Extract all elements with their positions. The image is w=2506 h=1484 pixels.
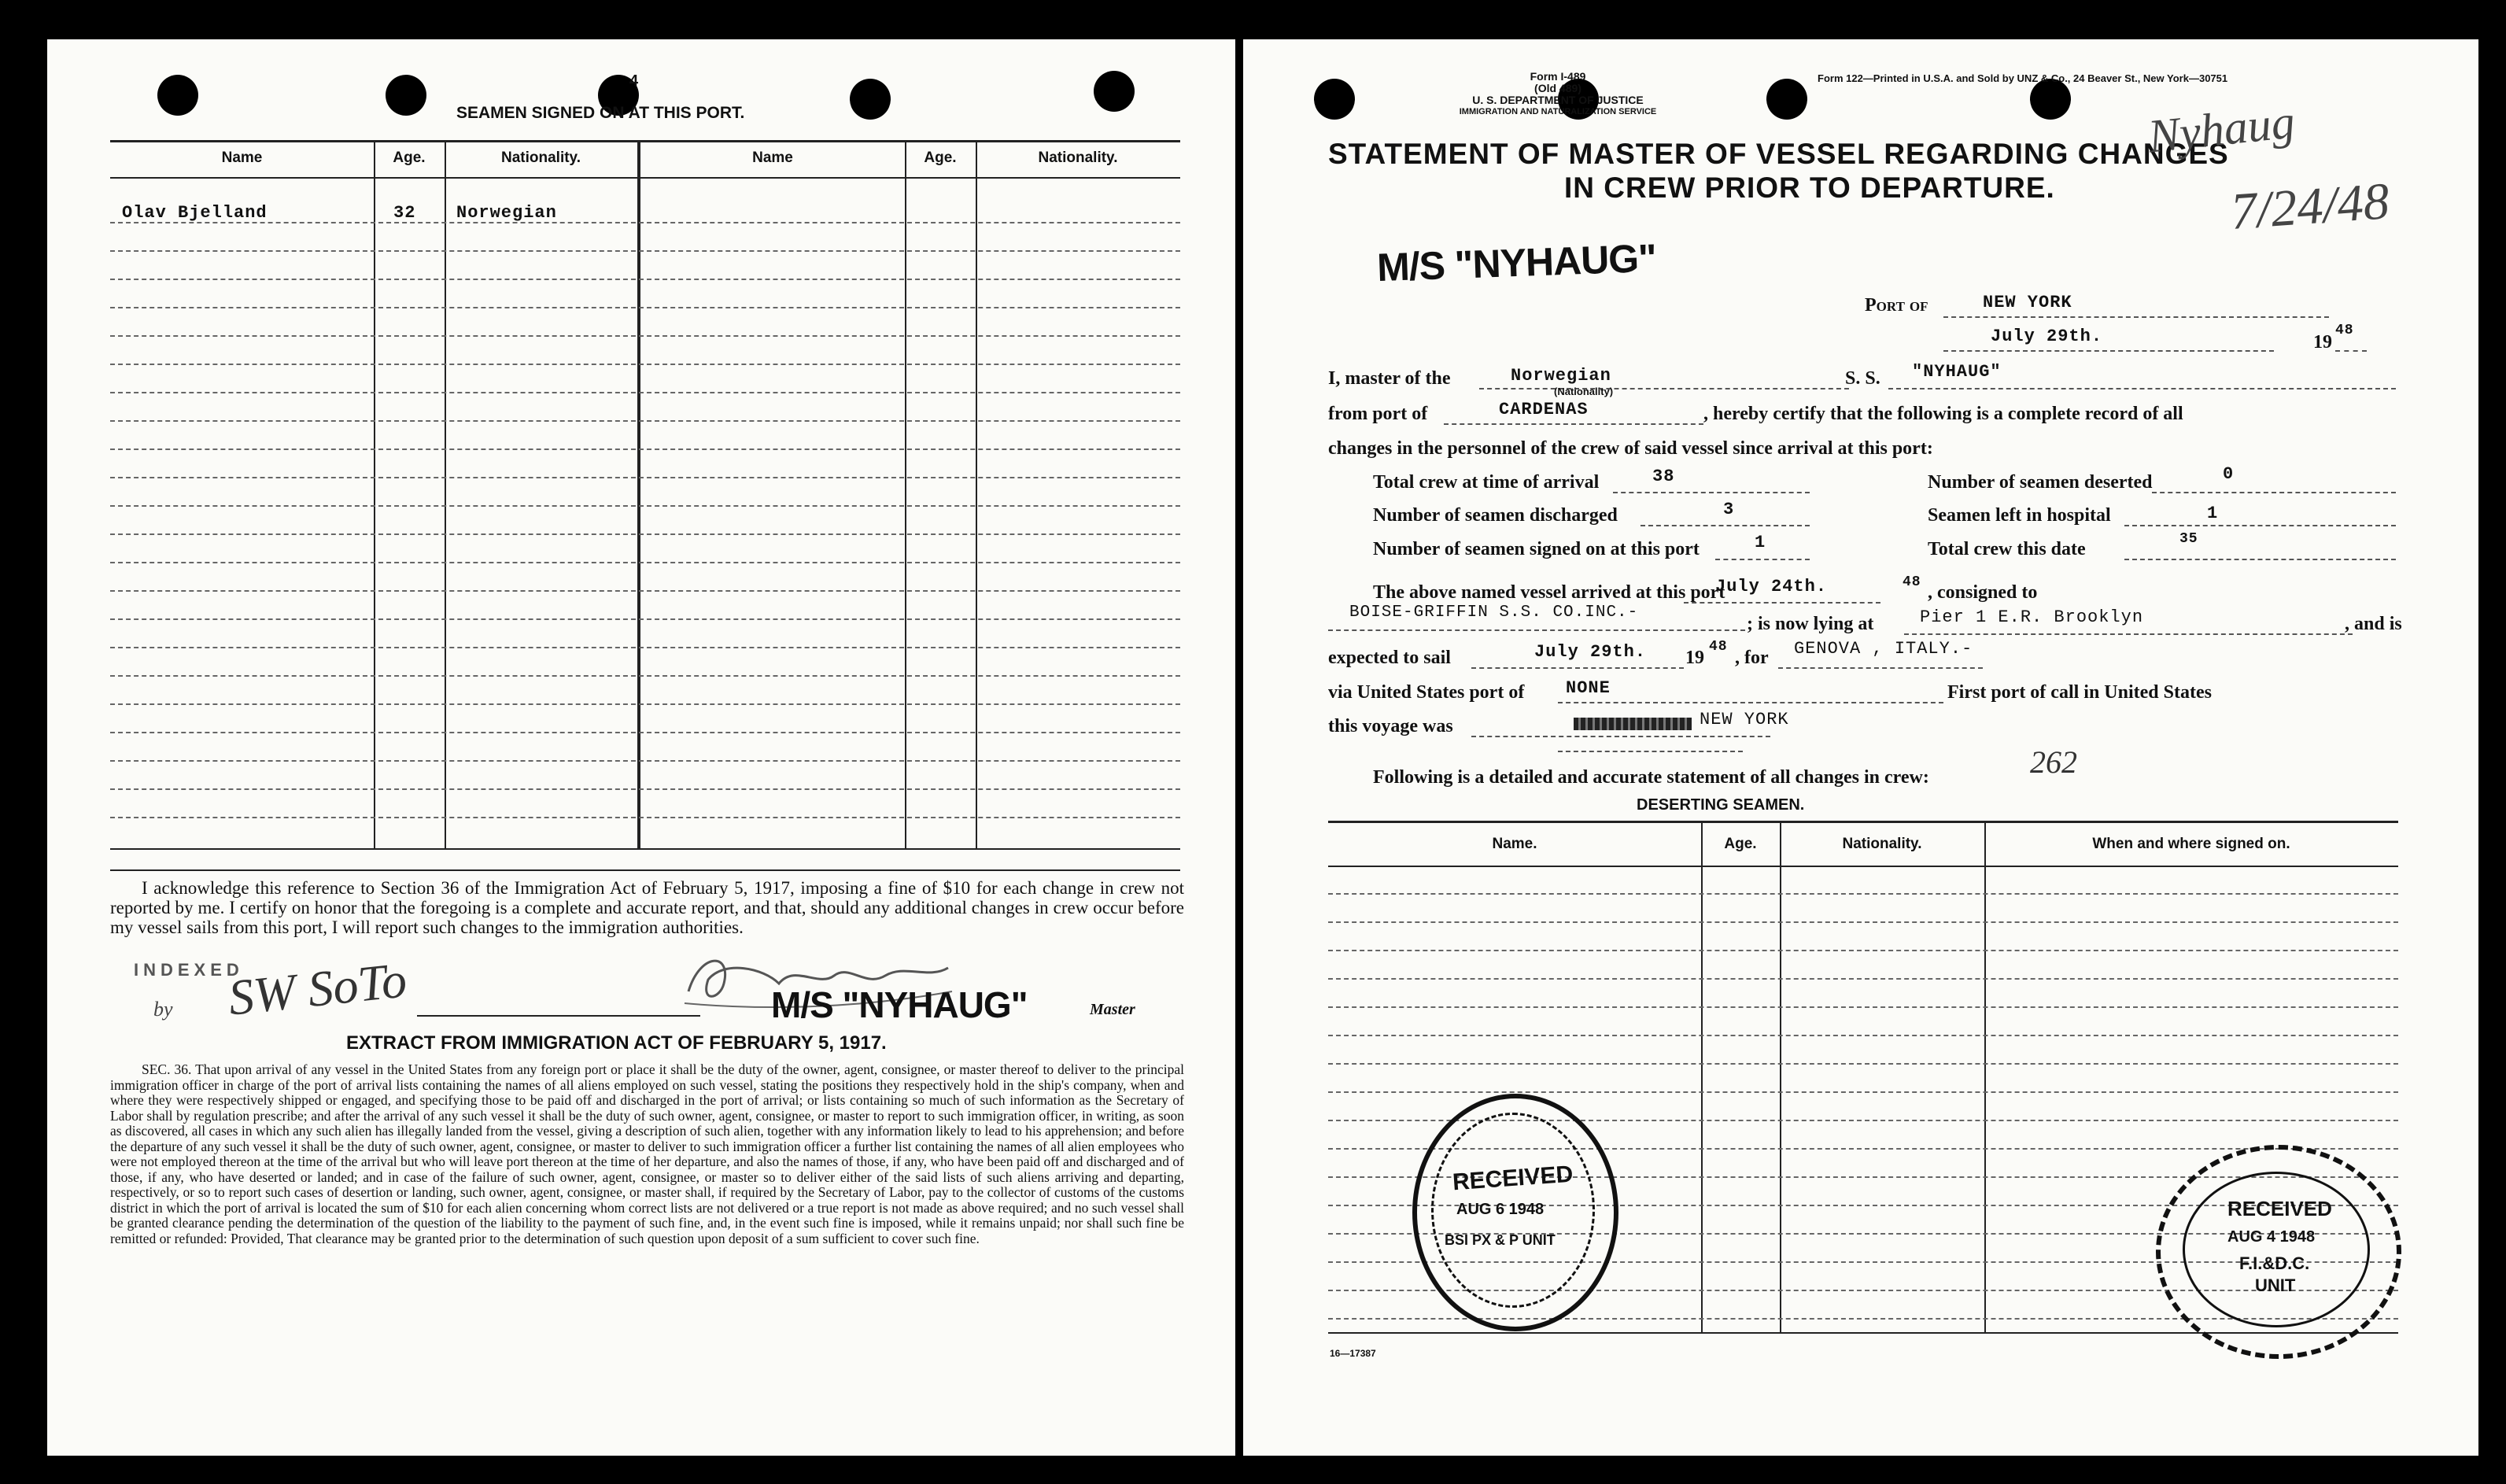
- discharged-value: 3: [1723, 500, 1735, 519]
- table-row-rule: [110, 307, 1180, 308]
- for-value: GENOVA , ITALY.-: [1794, 639, 1973, 659]
- department: U. S. DEPARTMENT OF JUSTICE: [1472, 94, 1644, 106]
- deserting-col-age: Age.: [1724, 836, 1757, 852]
- handwritten-vessel-name: Nyhaug: [2146, 95, 2297, 163]
- expected-value: July 29th.: [1534, 642, 1647, 662]
- table-row-rule: [110, 364, 1180, 365]
- table-row-rule: [110, 449, 1180, 450]
- signed-on-value: 1: [1755, 533, 1766, 552]
- page-number: 4: [629, 72, 639, 90]
- handwritten-number: 262: [2030, 744, 2077, 780]
- col-header-nationality-2: Nationality.: [1038, 150, 1118, 166]
- punch-hole: [1314, 79, 1355, 120]
- table-row-name: Olav Bjelland: [122, 203, 268, 223]
- table-row-rule: [110, 618, 1180, 620]
- table-row-rule: [1328, 921, 2398, 923]
- table-row-rule: [110, 222, 1180, 223]
- table-row-rule: [110, 335, 1180, 337]
- service: IMMIGRATION AND NATURALIZATION SERVICE: [1459, 107, 1657, 116]
- acknowledgement-text: I acknowledge this reference to Section 36 of the Immigration Act of February 5, 1917, imposing a fine of $10 for each change in crew not reported by me. I certify on honor that the foregoing is a complete and accurate report, and that, should any additional changes in crew occur before my vessel sails from this port, I will report such changes to the immigration authorities.: [110, 878, 1184, 937]
- table-row-rule: [110, 477, 1180, 478]
- nationality-value: Norwegian: [1511, 366, 1611, 386]
- form-title-2: IN CREW PRIOR TO DEPARTURE.: [1564, 172, 2055, 204]
- via-value: NONE: [1566, 678, 1611, 698]
- form-title-1: STATEMENT OF MASTER OF VESSEL REGARDING CHANGES: [1328, 138, 2229, 170]
- following-text: Following is a detailed and accurate statement of all changes in crew:: [1373, 767, 1929, 788]
- total-crew-arrival-label: Total crew at time of arrival: [1373, 472, 1600, 493]
- arrived-label: The above named vessel arrived at this port: [1373, 582, 1725, 603]
- punch-hole: [157, 75, 198, 116]
- table-row-rule: [1328, 950, 2398, 951]
- date-year-prefix: 19: [2313, 332, 2332, 353]
- first-port-label: First port of call in United States: [1947, 682, 2212, 703]
- received-stamp-1: RECEIVED AUG 6 1948 BSI PX & P UNIT: [1412, 1094, 1618, 1331]
- date-value: July 29th.: [1991, 327, 2103, 346]
- punch-hole: [386, 75, 426, 116]
- for-label: , for: [1735, 648, 1769, 668]
- handwritten-date: 7/24/48: [2228, 172, 2391, 241]
- table-row-rule: [1328, 893, 2398, 895]
- table-row-age: 32: [393, 203, 416, 223]
- total-crew-date-value: 35: [2179, 531, 2198, 547]
- lying-label: ; is now lying at: [1747, 614, 1874, 634]
- hospital-value: 1: [2207, 504, 2219, 523]
- from-port-value: CARDENAS: [1499, 400, 1589, 419]
- table-row-rule: [110, 817, 1180, 818]
- col-header-name-2: Name: [752, 150, 793, 166]
- vessel-stamp-right: M/S "NYHAUG": [1376, 235, 1657, 290]
- table-row-rule: [110, 279, 1180, 280]
- handwritten-initials: SW SoTo: [225, 951, 410, 1026]
- table-row-rule: [110, 533, 1180, 535]
- from-port-label: from port of: [1328, 404, 1428, 424]
- punch-hole: [1094, 71, 1135, 112]
- table-row-rule: [110, 590, 1180, 592]
- changes-text: changes in the personnel of the crew of said vessel since arrival at this port:: [1328, 438, 1933, 459]
- table-row-rule: [110, 420, 1180, 422]
- deserting-col-name: Name.: [1492, 836, 1537, 852]
- deserted-value: 0: [2223, 464, 2235, 484]
- master-label: Master: [1090, 1001, 1135, 1018]
- lying-value: Pier 1 E.R. Brooklyn: [1920, 607, 2144, 627]
- deserting-col-when-where: When and where signed on.: [2092, 836, 2290, 852]
- table-row-rule: [110, 392, 1180, 393]
- col-header-nationality: Nationality.: [501, 150, 581, 166]
- expected-label: expected to sail: [1328, 648, 1451, 668]
- deserted-label: Number of seamen deserted: [1928, 472, 2153, 493]
- table-row-rule: [110, 760, 1180, 762]
- signed-on-label: Number of seamen signed on at this port: [1373, 539, 1700, 559]
- table-row-rule: [110, 250, 1180, 252]
- table-row-rule: [1328, 1006, 2398, 1008]
- nationality-caption: (Nationality): [1554, 386, 1614, 397]
- by-label: by: [153, 998, 173, 1021]
- consignee: BOISE-GRIFFIN S.S. CO.INC.-: [1349, 604, 1639, 622]
- form-number: Form I-489: [1530, 70, 1586, 83]
- form-old: (Old 489): [1534, 82, 1581, 94]
- certify-text: , hereby certify that the following is a complete record of all: [1703, 404, 2183, 424]
- punch-hole: [2030, 79, 2071, 120]
- arrived-value: July 24th.: [1715, 577, 1828, 596]
- total-crew-arrival: 38: [1652, 467, 1675, 486]
- table-row-rule: [1328, 978, 2398, 980]
- date-year: 48: [2335, 323, 2354, 338]
- table-row-rule: [1328, 1035, 2398, 1036]
- table-row-rule: [1328, 1063, 2398, 1065]
- printer-line: Form 122—Printed in U.S.A. and Sold by UNZ & Co., 24 Beaver St., New York—30751: [1818, 72, 2228, 84]
- this-voyage-label: this voyage was: [1328, 716, 1453, 736]
- struck-out-text: [1574, 718, 1692, 730]
- punch-hole: [1766, 79, 1807, 120]
- hospital-label: Seamen left in hospital: [1928, 505, 2111, 526]
- ship-name: "NYHAUG": [1912, 362, 2002, 382]
- deserting-heading: DESERTING SEAMEN.: [1637, 796, 1805, 814]
- arrived-year: 48: [1903, 574, 1921, 590]
- table-row-rule: [110, 647, 1180, 648]
- consigned-label: , consigned to: [1928, 582, 2038, 603]
- master-of-label: I, master of the: [1328, 368, 1451, 389]
- table-row-rule: [110, 703, 1180, 705]
- vessel-stamp-left: M/S "NYHAUG": [771, 984, 1028, 1025]
- table-row-rule: [110, 675, 1180, 677]
- col-header-name: Name: [221, 150, 263, 166]
- extract-title: EXTRACT FROM IMMIGRATION ACT OF FEBRUARY 5, 1917.: [346, 1032, 887, 1054]
- col-header-age: Age.: [393, 150, 426, 166]
- discharged-label: Number of seamen discharged: [1373, 505, 1618, 526]
- table-row-rule: [110, 505, 1180, 507]
- table-row-nationality: Norwegian: [456, 203, 557, 223]
- indexed-stamp: INDEXED: [134, 960, 244, 980]
- left-page: [47, 39, 1235, 1456]
- punch-hole: [850, 79, 891, 120]
- received-stamp-2: RECEIVED AUG 4 1948 F.I.&D.C. UNIT: [2156, 1145, 2401, 1359]
- port-value: NEW YORK: [1983, 293, 2072, 312]
- table-row-rule: [1328, 1091, 2398, 1093]
- col-header-age-2: Age.: [924, 150, 957, 166]
- table-row-rule: [110, 562, 1180, 563]
- table-row-rule: [110, 788, 1180, 790]
- ss-label: S. S.: [1845, 368, 1880, 389]
- page-heading: SEAMEN SIGNED ON AT THIS PORT.: [456, 104, 745, 122]
- expected-year: 48: [1709, 639, 1728, 655]
- total-crew-date-label: Total crew this date: [1928, 539, 2086, 559]
- right-page: Form I-489 (Old 489) U. S. DEPARTMENT OF JUSTICE IMMIGRATION AND NATURALIZATION SERVICE Form 122—Printed in U.S.A. and Sold by UNZ & Co., 24 Beaver St., New York—30751 STATEMENT OF MASTER OF VESSEL REGARDING CHANGES IN CREW PRIOR TO DEPARTURE. Nyhaug 7/24/48 M/S "NYHAUG" Port of NEW YORK July 29th. 19 48 I, master of the Norwegian (Nationality) S. S. "NYHAUG" from port of CARDENAS , hereby certify that the following is a complete record of all changes in the personnel of the crew of said vessel since arrival at this port: Total crew at time of arrival 38 Number of seamen deserted 0 Number of seamen discharged 3 Seamen left in hospital 1 Number of seamen signed on at this port 1 Total crew this date 35 The above named vessel arrived at this port July 24th. 48 , consigned to BOISE-GRIFFIN S.S. CO.INC.- ; is now lying at Pier 1 E.R. Brooklyn , and is expected to sail July 29th. 19 48 , for GENOVA , ITALY.- via United States port of NONE First port of call in United States this voyage was NEW YORK 262 Following is a detailed and accurate statement of all changes in crew: DESERTING SEAMEN. Name. Age. Nationality. When and where signed on. 16—17387 RECEIVED AUG 6 1948 BSI PX & P UNIT RECEIVED AUG 4 1948 F.I.&D.C. UNIT: [1243, 39, 2478, 1456]
- via-label: via United States port of: [1328, 682, 1525, 703]
- first-port-value: NEW YORK: [1700, 710, 1789, 729]
- port-label: Port of: [1865, 295, 1928, 316]
- and-is-label: , and is: [2345, 614, 2402, 634]
- table-row-rule: [110, 732, 1180, 733]
- deserting-col-nationality: Nationality.: [1842, 836, 1922, 852]
- form-footer: 16—17387: [1330, 1348, 1376, 1359]
- section-36-text: SEC. 36. That upon arrival of any vessel in the United States from any foreign port or place it shall be the duty of the owner, agent, consignee, or master thereof to deliver to the principal immigration officer in charge of the port of arrival lists containing the names of all aliens employed on such vessel, stating the positions they respectively hold in the ship's company, when and where they were respectively shipped or engaged, and specifying those to be paid off and discharged in the port of arrival; or lists containing so much of such information as the Secretary of Labor shall by regulation prescribe; and after the arrival of any such vessel it shall be the duty of such owner, agent, consignee, or master to report to such immigration officer, in writing, as soon as discovered, all cases in which any such alien has illegally landed from the vessel, giving a description of such alien, together with any information likely to lead to his apprehension; and before the departure of any such vessel it shall be the duty of such owner, agent, consignee, or master to deliver to such immigration officer a further list containing the names of all alien employees who were not employed thereon at the time of the arrival but who will leave port thereon at the time of her departure, and also the names of those, if any, who have been paid off and discharged and of those, if any, who have deserted or landed; and in case of the failure of such owner, agent, consignee, or master so to deliver either of the said lists of such aliens arriving and departing, respectively, or so to report such cases of desertion or landing, such owner, agent, consignee, or master shall, if required by the Secretary of Labor, pay to the collector of customs of the customs district in which the port of arrival is located the sum of $10 for each alien concerning whom correct lists are not delivered or a true report is not made as above required; and no such vessel shall be granted clearance pending the determination of the question of the liability to the payment of such fine, and, in the event such fine is imposed, while it remains unpaid; nor shall such fine be remitted or refunded: Provided, That clearance may be granted prior to the determination of such question upon deposit of a sum sufficient to cover such fine.: [110, 1061, 1184, 1246]
